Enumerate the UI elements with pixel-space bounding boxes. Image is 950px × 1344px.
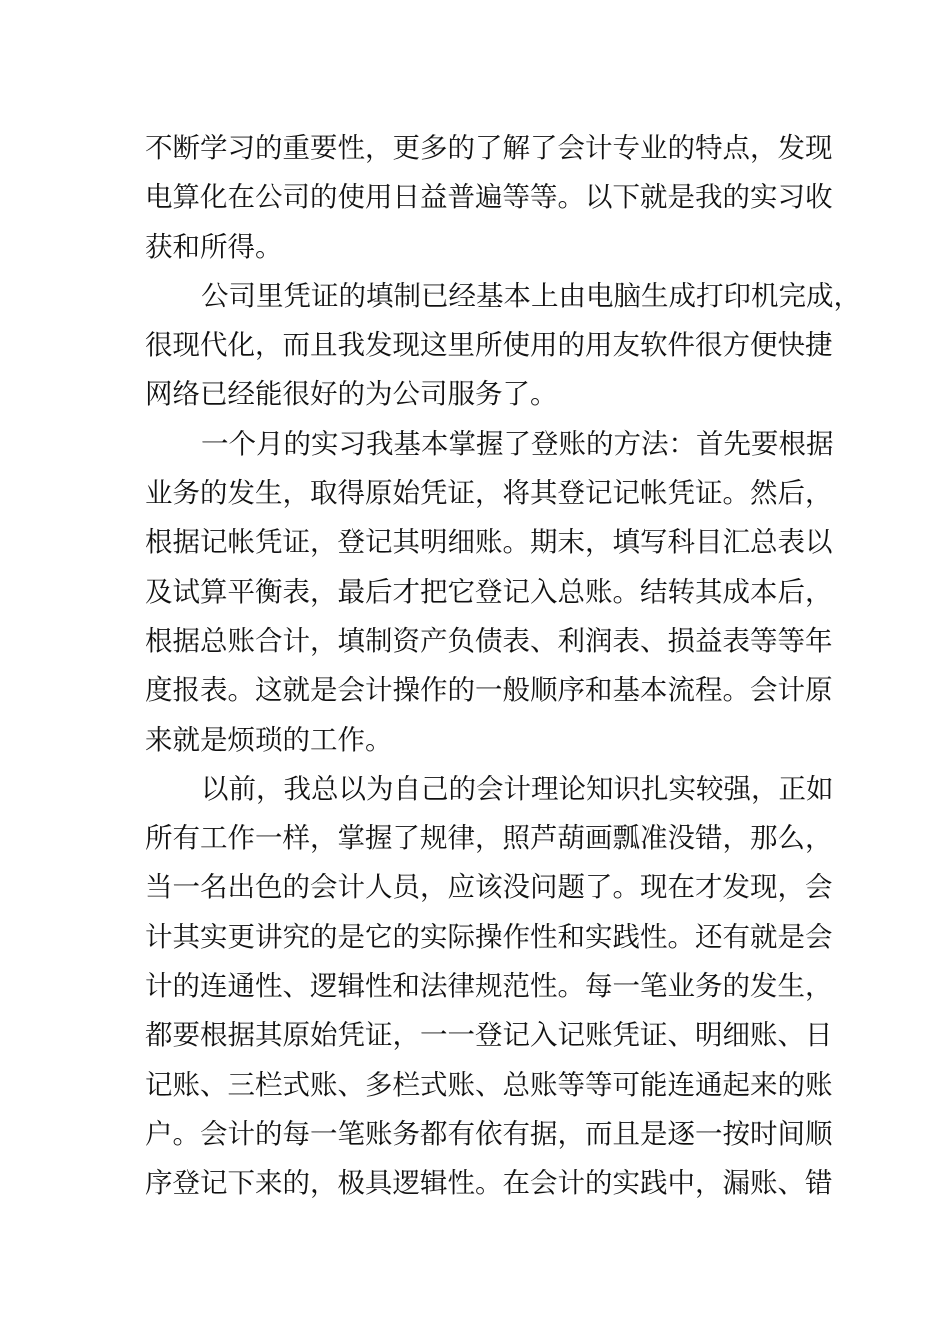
paragraph-3-line-7: 来就是烦琐的工作。 [145, 723, 393, 756]
paragraph-4-line-1: 以前，我总以为自己的会计理论知识扎实较强，正如 [201, 772, 834, 805]
paragraph-2-line-2: 很现代化，而且我发现这里所使用的用友软件很方便快捷 [145, 329, 833, 362]
paragraph-1-line-2: 电算化在公司的使用日益普遍等等。以下就是我的实习收 [145, 181, 833, 214]
document-body [145, 124, 861, 1209]
paragraph-4-line-2: 所有工作一样，掌握了规律，照芦葫画瓢准没错，那么， [145, 822, 833, 855]
paragraph-2-line-3: 网络已经能很好的为公司服务了。 [145, 378, 558, 411]
paragraph-1-line-3: 获和所得。 [145, 230, 283, 263]
paragraph-4-line-6: 都要根据其原始凭证，一一登记入记账凭证、明细账、日 [145, 1019, 833, 1052]
paragraph-3-line-6: 度报表。这就是会计操作的一般顺序和基本流程。会计原 [145, 674, 833, 707]
paragraph-3-line-5: 根据总账合计，填制资产负债表、利润表、损益表等等年 [145, 624, 833, 657]
paragraph-3-line-3: 根据记帐凭证，登记其明细账。期末，填写科目汇总表以 [145, 526, 833, 559]
paragraph-1-line-1: 不断学习的重要性，更多的了解了会计专业的特点，发现 [145, 132, 833, 164]
paragraph-4-line-5: 计的连通性、逻辑性和法律规范性。每一笔业务的发生， [145, 970, 833, 1003]
paragraph-4-line-9: 序登记下来的，极具逻辑性。在会计的实践中，漏账、错 [145, 1167, 833, 1200]
paragraph-3-line-4: 及试算平衡表，最后才把它登记入总账。结转其成本后， [145, 575, 833, 608]
paragraph-2-line-1: 公司里凭证的填制已经基本上由电脑生成打印机完成， [201, 279, 861, 312]
paragraph-3-line-2: 业务的发生，取得原始凭证，将其登记记帐凭证。然后， [145, 477, 833, 510]
paragraph-4-line-8: 户。会计的每一笔账务都有依有据，而且是逐一按时间顺 [145, 1117, 833, 1150]
paragraph-4-line-4: 计其实更讲究的是它的实际操作性和实践性。还有就是会 [145, 920, 833, 953]
paragraph-4-line-3: 当一名出色的会计人员，应该没问题了。现在才发现，会 [145, 871, 833, 904]
paragraph-3-line-1: 一个月的实习我基本掌握了登账的方法：首先要根据 [201, 427, 834, 460]
paragraph-4-line-7: 记账、三栏式账、多栏式账、总账等等可能连通起来的账 [145, 1068, 833, 1101]
